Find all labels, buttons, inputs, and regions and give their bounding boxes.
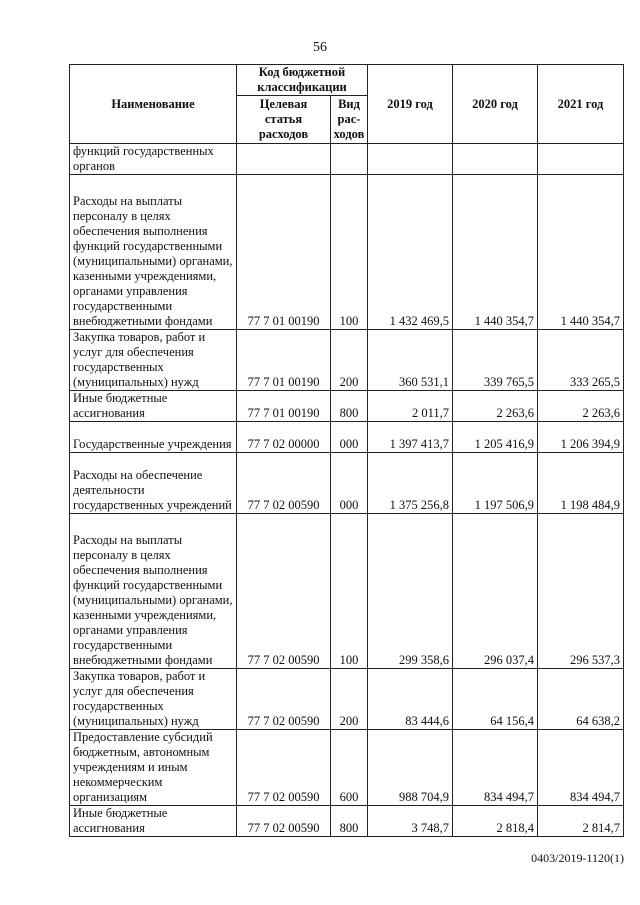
row-name: Закупка товаров, работ и услуг для обеспечения государственных (муниципальных) нужд xyxy=(70,330,237,391)
budget-table xyxy=(69,64,624,837)
row-target-article: 77 7 02 00000 xyxy=(237,422,331,453)
row-expense-kind: 000 xyxy=(331,422,368,453)
row-value-2021: 834 494,7 xyxy=(538,730,624,806)
row-value-2019: 2 011,7 xyxy=(368,391,453,422)
row-value-2019: 360 531,1 xyxy=(368,330,453,391)
row-value-2019: 1 397 413,7 xyxy=(368,422,453,453)
table-row xyxy=(70,514,624,669)
row-target-article: 77 7 02 00590 xyxy=(237,806,331,837)
row-value-2020: 1 440 354,7 xyxy=(453,175,538,330)
row-expense-kind: 200 xyxy=(331,669,368,730)
header-year-2021: 2021 год xyxy=(538,65,624,144)
row-expense-kind: 100 xyxy=(331,175,368,330)
row-target-article: 77 7 02 00590 xyxy=(237,669,331,730)
row-name: Иные бюджетные ассигнования xyxy=(70,806,237,837)
row-value-2020: 1 205 416,9 xyxy=(453,422,538,453)
row-value-2021: 1 206 394,9 xyxy=(538,422,624,453)
row-value-2019: 83 444,6 xyxy=(368,669,453,730)
row-name: Расходы на выплаты персоналу в целях обеспечения выполнения функций государственными (муниципальными) органами, казенными учреждениями, органами управления государственными внебюджетными фондами xyxy=(70,514,237,669)
row-target-article: 77 7 02 00590 xyxy=(237,514,331,669)
row-value-2019: 299 358,6 xyxy=(368,514,453,669)
table-body xyxy=(70,144,624,837)
table-row xyxy=(70,175,624,330)
row-expense-kind: 600 xyxy=(331,730,368,806)
row-value-2021: 296 537,3 xyxy=(538,514,624,669)
row-expense-kind: 100 xyxy=(331,514,368,669)
row-value-2019: 988 704,9 xyxy=(368,730,453,806)
row-expense-kind: 200 xyxy=(331,330,368,391)
table-row xyxy=(70,730,624,806)
row-name: Закупка товаров, работ и услуг для обеспечения государственных (муниципальных) нужд xyxy=(70,669,237,730)
row-value-2019: 1 375 256,8 xyxy=(368,453,453,514)
header-target-article: Целевая статья расходов xyxy=(237,96,331,144)
row-value-2020 xyxy=(453,144,538,175)
table-row xyxy=(70,144,624,175)
row-name: Иные бюджетные ассигнования xyxy=(70,391,237,422)
table-row xyxy=(70,422,624,453)
header-expense-kind: Вид рас-ходов xyxy=(331,96,368,144)
row-target-article: 77 7 01 00190 xyxy=(237,330,331,391)
row-name: Расходы на обеспечение деятельности государственных учреждений xyxy=(70,453,237,514)
table-row xyxy=(70,391,624,422)
row-name: Предоставление субсидий бюджетным, автономным учреждениям и иным некоммерческим организациям xyxy=(70,730,237,806)
row-value-2021: 2 814,7 xyxy=(538,806,624,837)
header-name: Наименование xyxy=(70,65,237,144)
row-value-2021: 2 263,6 xyxy=(538,391,624,422)
row-expense-kind: 000 xyxy=(331,453,368,514)
row-value-2021: 333 265,5 xyxy=(538,330,624,391)
row-value-2020: 339 765,5 xyxy=(453,330,538,391)
row-name: Расходы на выплаты персоналу в целях обеспечения выполнения функций государственными (муниципальными) органами, казенными учреждениями, органами управления государственными внебюджетными фондами xyxy=(70,175,237,330)
table-row xyxy=(70,806,624,837)
row-value-2019: 3 748,7 xyxy=(368,806,453,837)
table-header xyxy=(70,65,624,144)
header-kbk-group: Код бюджетной классификации xyxy=(237,65,368,96)
row-value-2020: 2 818,4 xyxy=(453,806,538,837)
row-value-2021: 1 440 354,7 xyxy=(538,175,624,330)
row-target-article: 77 7 01 00190 xyxy=(237,391,331,422)
header-year-2019: 2019 год xyxy=(368,65,453,144)
row-value-2021: 64 638,2 xyxy=(538,669,624,730)
row-value-2020: 834 494,7 xyxy=(453,730,538,806)
table-row xyxy=(70,330,624,391)
row-value-2019 xyxy=(368,144,453,175)
document-code: 0403/2019-1120(1) xyxy=(531,851,624,865)
table-row xyxy=(70,669,624,730)
row-expense-kind: 800 xyxy=(331,806,368,837)
row-value-2021: 1 198 484,9 xyxy=(538,453,624,514)
row-value-2019: 1 432 469,5 xyxy=(368,175,453,330)
row-target-article xyxy=(237,144,331,175)
row-target-article: 77 7 01 00190 xyxy=(237,175,331,330)
row-name: Государственные учреждения xyxy=(70,422,237,453)
row-value-2020: 64 156,4 xyxy=(453,669,538,730)
row-target-article: 77 7 02 00590 xyxy=(237,453,331,514)
row-value-2020: 296 037,4 xyxy=(453,514,538,669)
row-value-2020: 2 263,6 xyxy=(453,391,538,422)
row-value-2020: 1 197 506,9 xyxy=(453,453,538,514)
row-expense-kind xyxy=(331,144,368,175)
table-row xyxy=(70,453,624,514)
row-name: функций государственных органов xyxy=(70,144,237,175)
row-target-article: 77 7 02 00590 xyxy=(237,730,331,806)
row-expense-kind: 800 xyxy=(331,391,368,422)
page-number: 56 xyxy=(313,40,327,55)
row-value-2021 xyxy=(538,144,624,175)
header-year-2020: 2020 год xyxy=(453,65,538,144)
